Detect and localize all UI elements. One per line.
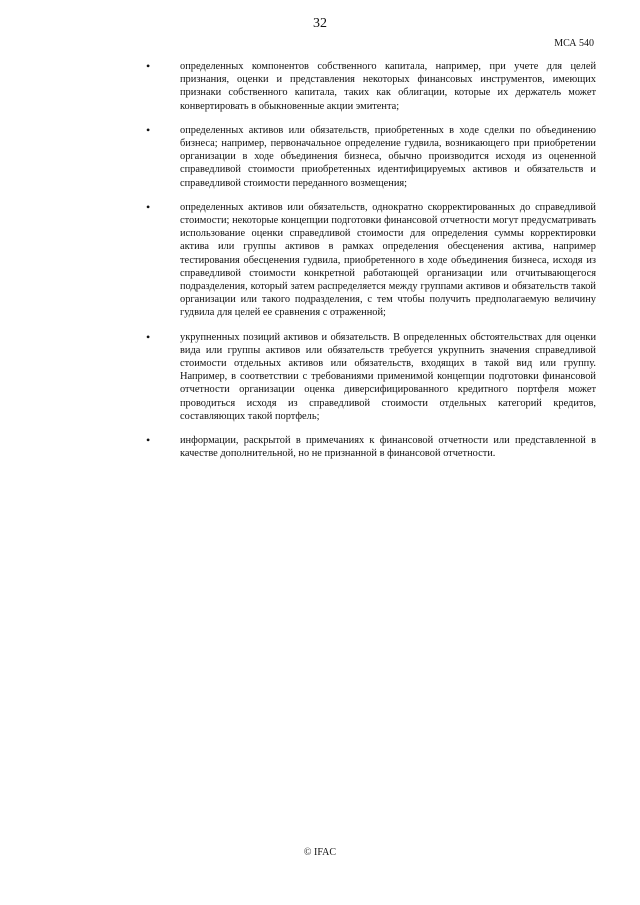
bullet-text: информации, раскрытой в примечаниях к финансовой отчетности или представленной в качестве дополнительной, но не признанной в финансовой отчетности.: [180, 435, 596, 460]
bullet-item: [144, 60, 596, 113]
bullet-item: [144, 434, 596, 460]
bullet-list: [144, 60, 596, 471]
bullet-icon: •: [146, 433, 151, 448]
copyright-footer: © IFAC: [303, 847, 337, 858]
bullet-icon: •: [146, 199, 151, 214]
bullet-icon: •: [146, 59, 151, 73]
bullet-icon: •: [146, 122, 151, 137]
bullet-item: [144, 201, 596, 320]
bullet-icon: •: [146, 329, 151, 344]
bullet-text: определенных активов или обязательств, однократно скорректированных до справедливой стоимости; некоторые концепции подготовки финансовой отчетности могут предусматривать использование оценки справедливой стоимости для определения суммы корректировки актива или группы активов в рамках определения обесценения актива, например тестирования обесценения гудвила, приобретенного в ходе объединения бизнеса, исходя из справедливой стоимости конкретной работающей организации или отчитывающегося подразделения, который затем распределяется между группами активов и обязательств такой организации или такого подразделения, с тем чтобы получить предполагаемую величину гудвила для целей ее сравнения с отраженной;: [180, 201, 596, 319]
page-number: 32: [313, 16, 327, 31]
bullet-text: определенных активов или обязательств, приобретенных в ходе сделки по объединению бизнеса; например, первоначальное определение гудвила, возникающего при приобретении организации в ходе объединения бизнеса, обычно производится исходя из оцененной справедливой стоимости приобретенных идентифицируемых активов и обязательств и справедливой стоимости переданного возмещения;: [180, 124, 596, 189]
document-code: МСА 540: [554, 38, 594, 49]
bullet-text: укрупненных позиций активов и обязательств. В определенных обстоятельствах для оценки вида или группы активов или обязательств требуется укрупнить значения справедливой стоимости отдельных активов или обязательств, входящих в такой вид или группу. Например, в соответствии с требованиями применимой концепции подготовки финансовой отчетности организации оценка диверсифицированного кредитного портфеля может проводиться исходя из справедливой стоимости отдельных категорий кредитов, составляющих такой портфель;: [180, 331, 596, 422]
bullet-item: [144, 331, 596, 423]
bullet-text: определенных компонентов собственного капитала, например, при учете для целей признания, оценки и представления некоторых финансовых инструментов, имеющих признаки собственного капитала, таких как облигации, которые их держатель может конвертировать в обыкновенные акции эмитента;: [180, 61, 596, 112]
bullet-item: [144, 124, 596, 190]
